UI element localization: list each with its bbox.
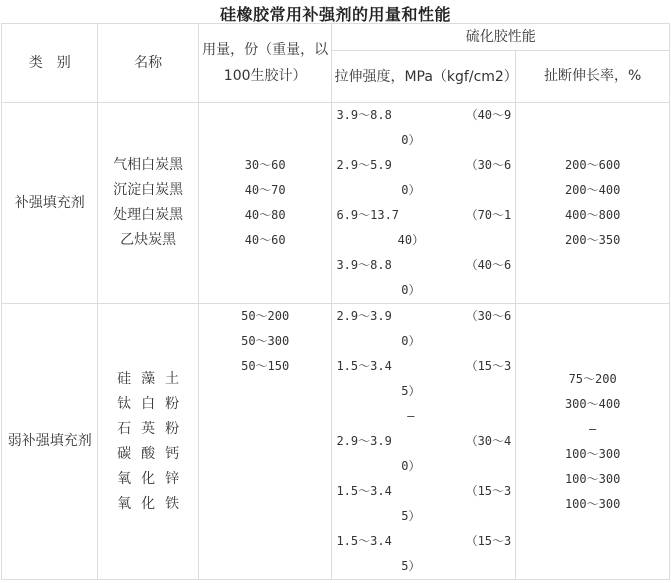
dosage-item: 50～300 bbox=[241, 334, 290, 348]
tensile-kgf-wrap: 0） bbox=[401, 183, 421, 197]
header-row-1 bbox=[2, 24, 670, 51]
elongation-item: 200～400 bbox=[564, 183, 621, 197]
header-category: 类 别 bbox=[2, 24, 98, 103]
tensile-kgf: （15～3 bbox=[465, 534, 512, 548]
elongation-item: 400～800 bbox=[564, 208, 621, 222]
tensile-kgf: （15～3 bbox=[465, 484, 512, 498]
tensile-kgf: （15～3 bbox=[465, 359, 512, 373]
tensile-kgf-wrap: 40） bbox=[397, 233, 425, 247]
header-name: 名称 bbox=[98, 24, 198, 103]
tensile-kgf: （70～1 bbox=[465, 208, 512, 222]
tensile-mpa: 3.9～8.8 bbox=[336, 108, 392, 122]
table-row bbox=[2, 304, 670, 580]
dosage-item: 30～60 bbox=[244, 158, 286, 172]
tensile-mpa: 1.5～3.4 bbox=[336, 534, 392, 548]
tensile-kgf-wrap: 5） bbox=[401, 384, 421, 398]
dosage-item: 40～80 bbox=[244, 208, 286, 222]
data-table bbox=[1, 23, 670, 580]
name-item: 石英粉 bbox=[117, 420, 190, 437]
tensile-mpa: 2.9～5.9 bbox=[336, 158, 392, 172]
category-cell: 弱补强填充剂 bbox=[2, 304, 98, 580]
tensile-mpa: 2.9～3.9 bbox=[336, 309, 392, 323]
elongation-item: 300～400 bbox=[564, 396, 621, 411]
tensile-kgf: （40～6 bbox=[465, 258, 512, 272]
header-dosage: 用量，份（重量，以100生胶计） bbox=[198, 24, 332, 103]
name-item: 钛白粉 bbox=[117, 395, 190, 412]
elongation-item: 75～200 bbox=[568, 371, 617, 386]
elongation-item: 200～350 bbox=[564, 233, 621, 247]
tensile-mpa: 1.5～3.4 bbox=[336, 484, 392, 498]
header-vulcanizate: 硫化胶性能 bbox=[332, 24, 670, 51]
tensile-kgf: （30～6 bbox=[465, 309, 512, 323]
name-item: 处理白炭黑 bbox=[113, 207, 184, 223]
elongation-item: — bbox=[589, 421, 597, 436]
tensile-mpa: 6.9～13.7 bbox=[336, 208, 400, 222]
tensile-kgf: （40～9 bbox=[465, 108, 512, 122]
name-item: 碳酸钙 bbox=[117, 445, 190, 462]
tensile-dash: — bbox=[407, 409, 415, 423]
tensile-kgf: （30～6 bbox=[465, 158, 512, 172]
tensile-kgf-wrap: 0） bbox=[401, 459, 421, 473]
names-cell bbox=[98, 103, 198, 304]
dosage-item: 50～200 bbox=[241, 309, 290, 323]
name-item: 沉淀白炭黑 bbox=[113, 182, 184, 198]
elongation-item: 100～300 bbox=[564, 446, 621, 461]
elongation-item: 100～300 bbox=[564, 496, 621, 511]
name-item: 硅藻土 bbox=[117, 370, 190, 387]
dosage-item: 50～150 bbox=[241, 359, 290, 373]
tensile-mpa: 3.9～8.8 bbox=[336, 258, 392, 272]
page-title: 硅橡胶常用补强剂的用量和性能 bbox=[219, 5, 451, 24]
tensile-cell bbox=[332, 103, 516, 304]
name-item: 氧化锌 bbox=[117, 470, 190, 487]
tensile-kgf-wrap: 0） bbox=[401, 334, 421, 348]
tensile-kgf: （30～4 bbox=[465, 434, 512, 448]
category-cell: 补强填充剂 bbox=[2, 103, 98, 304]
tensile-kgf-wrap: 5） bbox=[401, 559, 421, 573]
dosage-item: 40～60 bbox=[244, 233, 286, 247]
tensile-kgf-wrap: 0） bbox=[401, 133, 421, 147]
dosage-cell bbox=[198, 304, 332, 580]
name-item: 氧化铁 bbox=[117, 495, 190, 512]
elongation-item: 100～300 bbox=[564, 471, 621, 486]
tensile-kgf-wrap: 5） bbox=[401, 509, 421, 523]
elongation-cell bbox=[516, 304, 670, 580]
names-cell bbox=[98, 304, 198, 580]
tensile-mpa: 2.9～3.9 bbox=[336, 434, 392, 448]
table-row bbox=[2, 103, 670, 304]
name-item: 气相白炭黑 bbox=[113, 157, 184, 173]
elongation-item: 200～600 bbox=[564, 158, 621, 172]
tensile-cell bbox=[332, 304, 516, 580]
header-tensile: 拉伸强度，MPa（kgf/cm2） bbox=[332, 51, 516, 103]
elongation-cell bbox=[516, 103, 670, 304]
dosage-item: 40～70 bbox=[244, 183, 286, 197]
tensile-kgf-wrap: 0） bbox=[401, 283, 421, 297]
header-elongation: 扯断伸长率，% bbox=[516, 51, 670, 103]
dosage-cell bbox=[198, 103, 332, 304]
name-item: 乙炔炭黑 bbox=[120, 232, 177, 248]
tensile-mpa: 1.5～3.4 bbox=[336, 359, 392, 373]
